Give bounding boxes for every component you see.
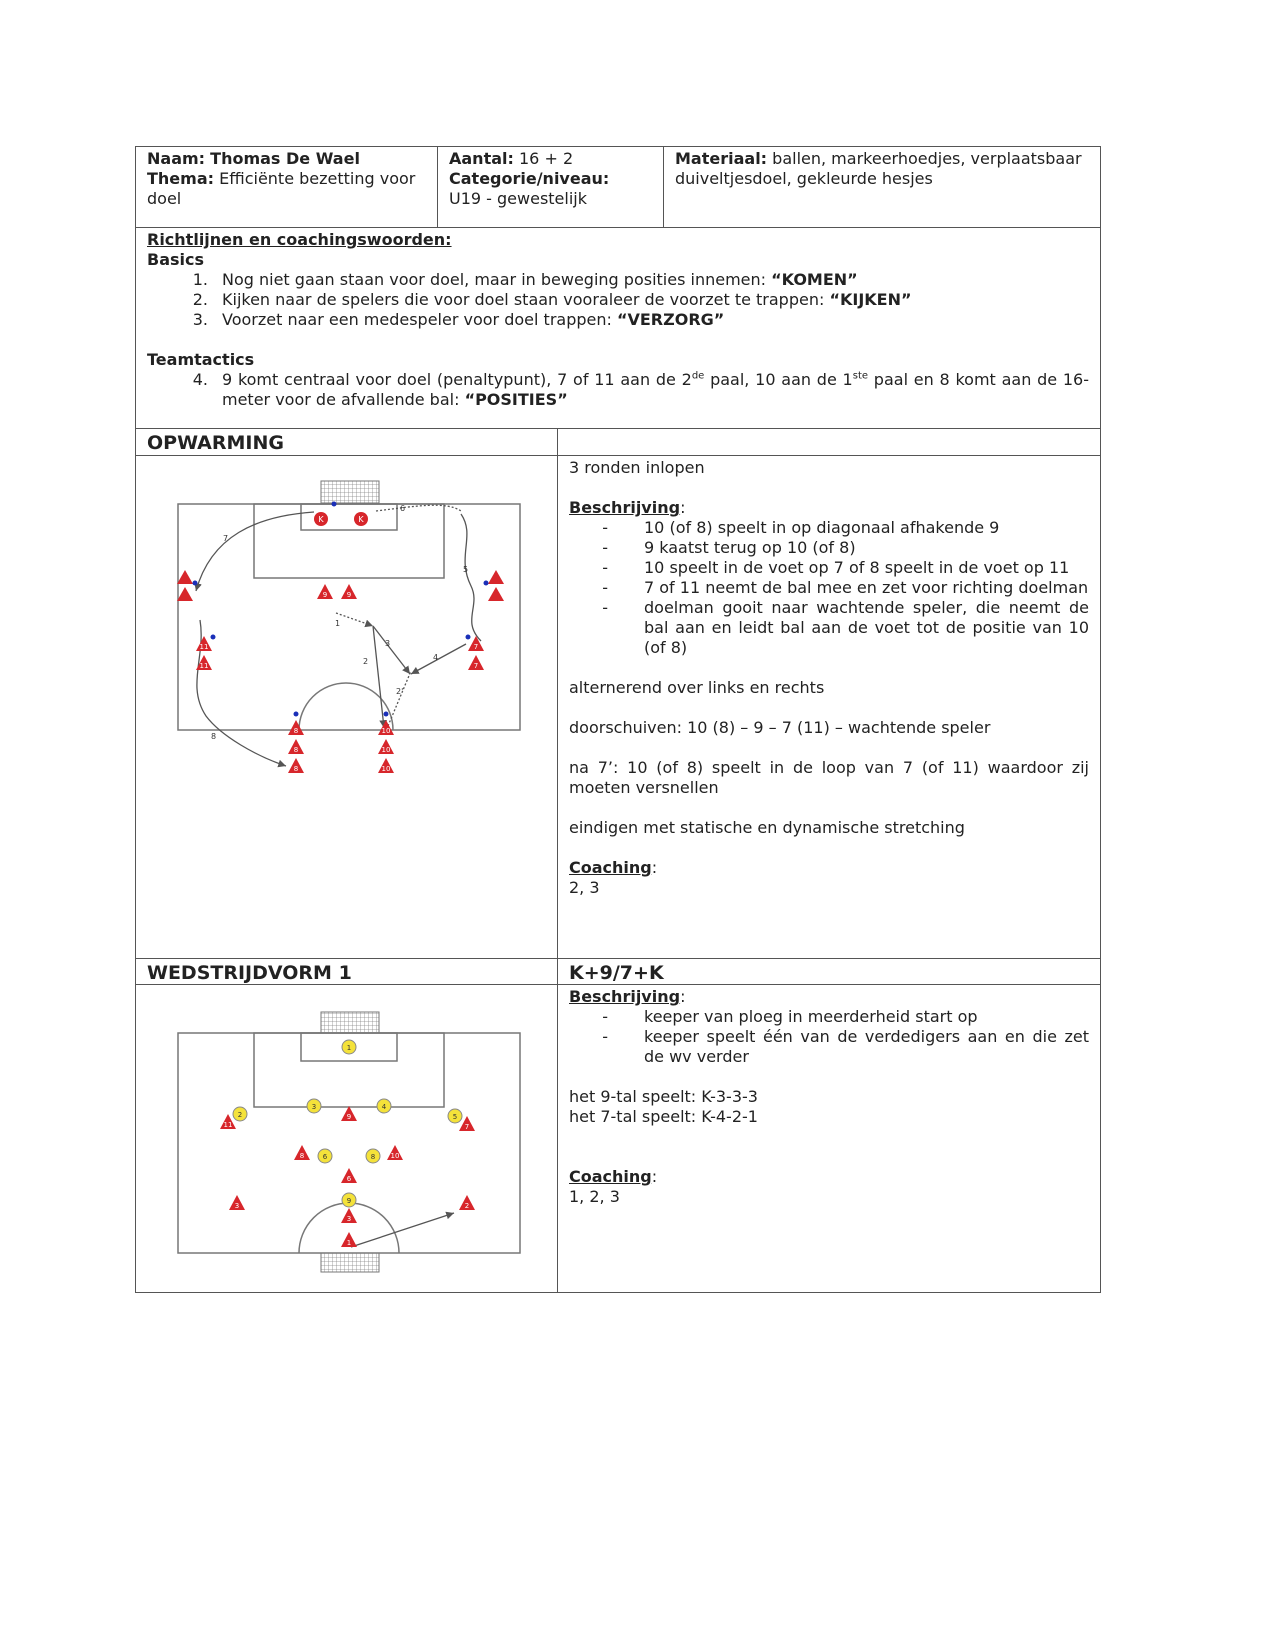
svg-text:2: 2 bbox=[363, 657, 369, 666]
svg-text:7: 7 bbox=[473, 662, 479, 670]
warmup-coaching-value: 2, 3 bbox=[569, 878, 600, 897]
categorie-label: Categorie/niveau: bbox=[449, 169, 610, 188]
warmup-title: OPWARMING bbox=[147, 432, 284, 454]
svg-text:5: 5 bbox=[452, 1113, 458, 1121]
arrow-labels bbox=[211, 504, 468, 741]
goal-net-bottom bbox=[321, 1253, 379, 1272]
svg-text:K: K bbox=[358, 515, 364, 524]
coach-word: “KOMEN” bbox=[771, 270, 858, 289]
basics-item: 1. Nog niet gaan staan voor doel, maar in beweging posities innemen: “KOMEN” bbox=[192, 270, 858, 289]
session-sheet bbox=[135, 146, 1101, 1293]
match-p1: het 9-tal speelt: K-3-3-3 bbox=[569, 1087, 758, 1106]
list-item: - keeper speelt één van de verdedigers aan en die zet de wv verder bbox=[602, 1027, 1089, 1066]
svg-text:7: 7 bbox=[223, 534, 229, 543]
warmup-row bbox=[136, 455, 1100, 958]
svg-text:10: 10 bbox=[381, 746, 391, 754]
match-coaching-value: 1, 2, 3 bbox=[569, 1187, 620, 1206]
svg-text:8: 8 bbox=[299, 1152, 305, 1160]
aantal-label: Aantal: bbox=[449, 149, 514, 168]
aantal-value: 16 + 2 bbox=[519, 149, 574, 168]
svg-text:11: 11 bbox=[223, 1121, 233, 1129]
warmup-desc-list bbox=[569, 518, 1089, 658]
basics-list bbox=[147, 270, 1089, 330]
coach-word: “KIJKEN” bbox=[829, 290, 912, 309]
warmup-title-row bbox=[136, 428, 1100, 455]
svg-text:6: 6 bbox=[400, 504, 406, 513]
svg-text:8: 8 bbox=[211, 732, 217, 741]
svg-text:2: 2 bbox=[237, 1111, 243, 1119]
list-item: - doelman gooit naar wachtende speler, die neemt de bal aan en leidt bal aan de voet tot de positie van 10 (of 8) bbox=[602, 598, 1089, 657]
warmup-intro: 3 ronden inlopen bbox=[569, 458, 705, 477]
svg-text:7: 7 bbox=[473, 643, 479, 651]
svg-text:8: 8 bbox=[293, 765, 299, 773]
guidelines-title: Richtlijnen en coachingswoorden: bbox=[147, 230, 452, 249]
svg-text:10: 10 bbox=[381, 727, 391, 735]
match-text-cell: Beschrijving: - keeper van ploeg in meerderheid start op - keeper speelt één van de verdedigers aan en die zet de wv verder het 9-tal speelt: K-3-3-3 het 7-tal speelt: K-4-2-1 Coaching: 1, 2, 3 bbox=[557, 985, 1100, 1292]
aantal-categorie-cell bbox=[437, 147, 663, 227]
match-title: WEDSTRIJDVORM 1 bbox=[147, 962, 352, 984]
svg-text:9: 9 bbox=[346, 1197, 352, 1205]
warmup-coaching-title: Coaching bbox=[569, 858, 652, 877]
svg-text:3: 3 bbox=[385, 639, 391, 648]
svg-text:8: 8 bbox=[293, 746, 299, 754]
svg-text:8: 8 bbox=[370, 1153, 376, 1161]
svg-text:9: 9 bbox=[346, 1113, 352, 1121]
naam-label: Naam: bbox=[147, 149, 206, 168]
svg-text:4: 4 bbox=[433, 653, 439, 662]
keepers bbox=[314, 512, 368, 526]
svg-text:K: K bbox=[318, 515, 324, 524]
warmup-diagram-cell bbox=[136, 456, 557, 958]
list-item: - keeper van ploeg in meerderheid start op bbox=[602, 1007, 978, 1026]
match-coaching-title: Coaching bbox=[569, 1167, 652, 1186]
coach-word: “VERZORG” bbox=[616, 310, 725, 329]
svg-text:6: 6 bbox=[346, 1175, 352, 1183]
warmup-p1: alternerend over links en rechts bbox=[569, 678, 825, 697]
categorie-value: U19 - gewestelijk bbox=[449, 189, 587, 208]
warmup-desc-title: Beschrijving bbox=[569, 498, 681, 517]
svg-text:11: 11 bbox=[199, 643, 209, 651]
goal-net bbox=[321, 481, 379, 503]
svg-text:10: 10 bbox=[390, 1152, 400, 1160]
svg-text:2: 2 bbox=[464, 1202, 470, 1210]
svg-text:8: 8 bbox=[293, 727, 299, 735]
warmup-p4: eindigen met statische en dynamische stretching bbox=[569, 818, 965, 837]
teamtactics-item: 4. 9 komt centraal voor doel (penaltypunt), 7 of 11 aan de 2de paal, 10 aan de 1ste paal en 8 komt aan de 16-meter voor de afvallende bal: “POSITIES” bbox=[192, 370, 1089, 409]
svg-text:9: 9 bbox=[322, 591, 328, 599]
svg-text:3: 3 bbox=[234, 1202, 240, 1210]
match-diagram bbox=[136, 985, 557, 1292]
naam-value: Thomas De Wael bbox=[210, 149, 360, 168]
svg-text:2': 2' bbox=[396, 687, 404, 696]
guidelines-cell bbox=[136, 228, 1100, 428]
goal-net-top bbox=[321, 1012, 379, 1033]
match-row bbox=[136, 984, 1100, 1292]
basics-item: 3. Voorzet naar een medespeler voor doel trappen: “VERZORG” bbox=[192, 310, 725, 329]
list-item: - 7 of 11 neemt de bal mee en zet voor richting doelman bbox=[602, 578, 1089, 597]
svg-text:1: 1 bbox=[346, 1044, 352, 1052]
svg-text:4: 4 bbox=[381, 1103, 387, 1111]
movement-arrows bbox=[196, 505, 481, 766]
materiaal-label: Materiaal: bbox=[675, 149, 768, 168]
match-diagram-cell bbox=[136, 985, 557, 1292]
guidelines-row bbox=[136, 227, 1100, 428]
svg-text:10: 10 bbox=[381, 765, 391, 773]
teamtactics-list bbox=[147, 370, 1089, 410]
pass-arrow bbox=[351, 1213, 454, 1247]
warmup-p3: na 7’: 10 (of 8) speelt in de loop van 7 (of 11) waardoor zij moeten versnellen bbox=[569, 758, 1089, 797]
list-item: - 10 speelt in de voet op 7 of 8 speelt in de voet op 11 bbox=[602, 558, 1070, 577]
list-item: - 10 (of 8) speelt in op diagonaal afhakende 9 bbox=[602, 518, 1000, 537]
warmup-text-cell: 3 ronden inlopen Beschrijving: - 10 (of 8) speelt in op diagonaal afhakende 9 - 9 kaatst terug op 10 (of 8) - 10 speelt in de voet op 7 of 8 speelt in de voet op 11 - 7 of 11 neemt de bal mee en zet voor richting doelman - doelman gooit naar wachtende speler, die neemt de bal aan en leidt bal aan de voet tot de positie van 10 (of 8) alternerend over links en rechts doorschuiven: 10 (8) – 9 – 7 (11) – wachtende speler na 7’: 10 (of 8) speelt in de loop van 7 (of 11) waardoor zij moeten versnellen eindigen met statische en dynamische stretching Coaching: 2, 3 bbox=[557, 456, 1100, 958]
svg-text:1: 1 bbox=[335, 619, 341, 628]
materiaal-value: ballen, markeerhoedjes, verplaatsbaar duiveltjesdoel, gekleurde hesjes bbox=[675, 149, 1082, 188]
thema-value: Efficiënte bezetting voor doel bbox=[147, 169, 416, 208]
basics-item: 2. Kijken naar de spelers die voor doel staan vooraleer de voorzet te trappen: “KIJKEN” bbox=[192, 290, 912, 309]
basics-title: Basics bbox=[147, 250, 205, 269]
match-format: K+9/7+K bbox=[557, 959, 1100, 984]
thema-label: Thema: bbox=[147, 169, 215, 188]
teamtactics-title: Teamtactics bbox=[147, 350, 255, 369]
list-item: - 9 kaatst terug op 10 (of 8) bbox=[602, 538, 856, 557]
svg-text:5: 5 bbox=[463, 565, 469, 574]
match-title-row bbox=[136, 958, 1100, 984]
name-theme-cell bbox=[136, 147, 437, 227]
svg-text:9: 9 bbox=[346, 591, 352, 599]
match-desc-list bbox=[569, 1007, 1089, 1067]
coach-word: “POSITIES” bbox=[464, 390, 568, 409]
svg-text:6: 6 bbox=[322, 1153, 328, 1161]
warmup-p2: doorschuiven: 10 (8) – 9 – 7 (11) – wachtende speler bbox=[569, 718, 991, 737]
red-players bbox=[220, 1106, 475, 1247]
svg-text:1: 1 bbox=[346, 1239, 352, 1247]
svg-text:11: 11 bbox=[199, 662, 209, 670]
cones bbox=[177, 570, 504, 601]
match-desc-title: Beschrijving bbox=[569, 987, 681, 1006]
svg-text:7: 7 bbox=[464, 1123, 470, 1131]
svg-text:3: 3 bbox=[346, 1215, 352, 1223]
match-p2: het 7-tal speelt: K-4-2-1 bbox=[569, 1107, 758, 1126]
svg-text:3: 3 bbox=[311, 1103, 317, 1111]
warmup-title-empty bbox=[557, 429, 1100, 455]
materiaal-cell bbox=[663, 147, 1100, 227]
header-row bbox=[136, 147, 1100, 227]
warmup-diagram bbox=[136, 456, 557, 958]
